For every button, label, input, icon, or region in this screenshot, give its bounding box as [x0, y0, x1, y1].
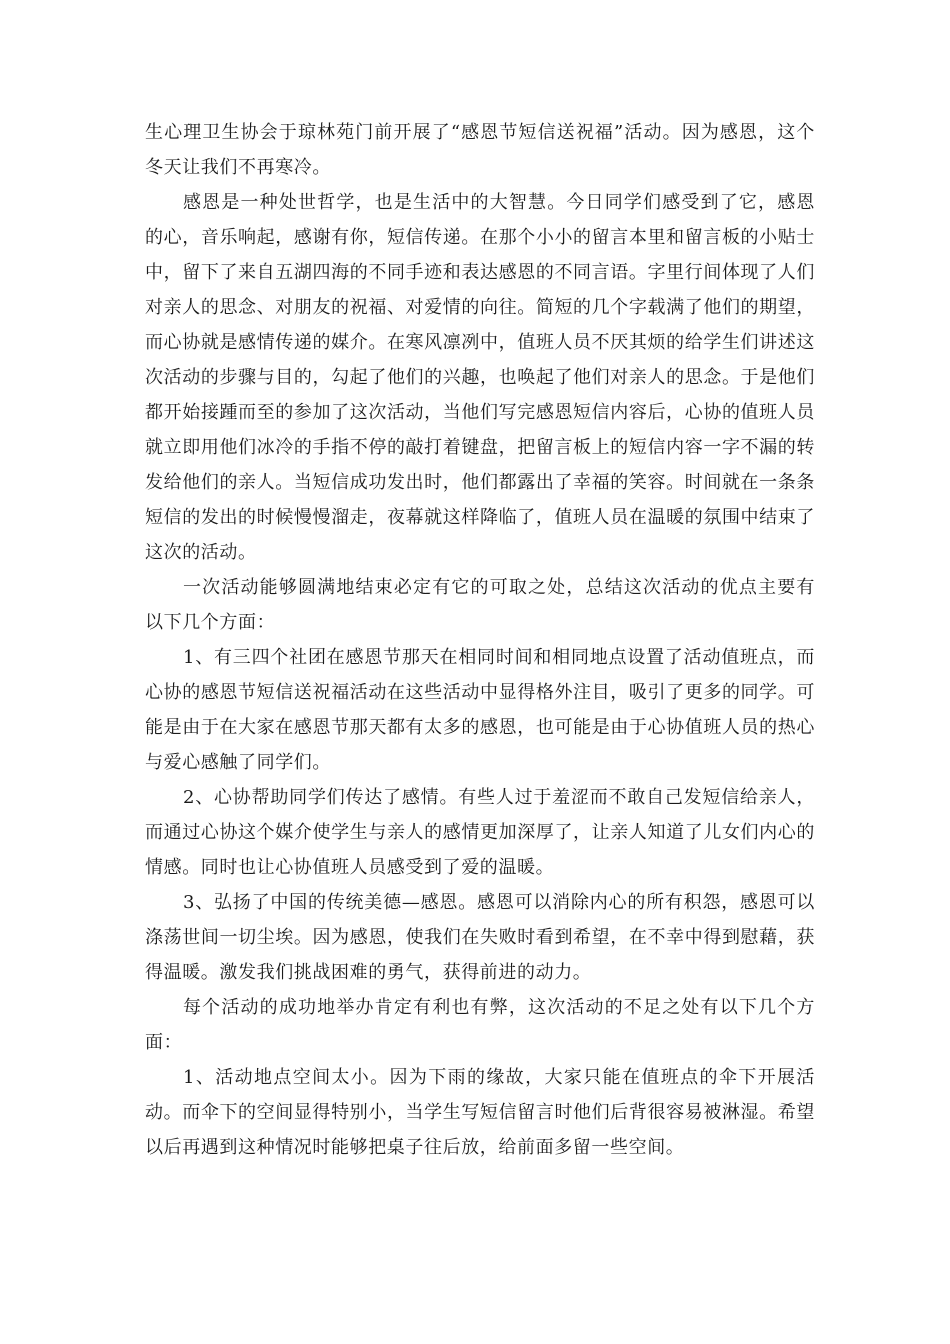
- paragraph-shortcomings-intro: 每个活动的成功地举办肯定有利也有弊，这次活动的不足之处有以下几个方面：: [145, 997, 815, 1053]
- document-body: [145, 115, 815, 1165]
- paragraph-gratitude-philosophy: 感恩是一种处世哲学，也是生活中的大智慧。今日同学们感受到了它，感恩的心，音乐响起，感谢有你，短信传递。在那个小小的留言本里和留言板的小贴士中，留下了来自五湖四海的不同手迹和表达感恩的不同言语。字里行间体现了人们对亲人的思念、对朋友的祝福、对爱情的向往。简短的几个字载满了他们的期望，而心协就是感情传递的媒介。在寒风凛冽中，值班人员不厌其烦的给学生们讲述这次活动的步骤与目的，勾起了他们的兴趣，也唤起了他们对亲人的思念。于是他们都开始接踵而至的参加了这次活动，当他们写完感恩短信内容后，心协的值班人员就立即用他们冰冷的手指不停的敲打着键盘，把留言板上的短信内容一字不漏的转发给他们的亲人。当短信成功发出时，他们都露出了幸福的笑容。时间就在一条条短信的发出的时候慢慢溜走，夜幕就这样降临了，值班人员在温暖的氛围中结束了这次的活动。: [145, 192, 815, 563]
- paragraph-advantage-3: 3、弘扬了中国的传统美德—感恩。感恩可以消除内心的所有积怨，感恩可以涤荡世间一切尘埃。因为感恩，使我们在失败时看到希望，在不幸中得到慰藉，获得温暖。激发我们挑战困难的勇气，获得前进的动力。: [145, 892, 815, 983]
- paragraph-shortcoming-1: 1、活动地点空间太小。因为下雨的缘故，大家只能在值班点的伞下开展活动。而伞下的空间显得特别小，当学生写短信留言时他们后背很容易被淋湿。希望以后再遇到这种情况时能够把桌子往后放，给前面多留一些空间。: [145, 1067, 815, 1158]
- paragraph-advantages-intro: 一次活动能够圆满地结束必定有它的可取之处，总结这次活动的优点主要有以下几个方面：: [145, 577, 815, 633]
- paragraph-continuation: 生心理卫生协会于琼林苑门前开展了“感恩节短信送祝福”活动。因为感恩，这个冬天让我们不再寒冷。: [145, 122, 815, 178]
- paragraph-advantage-1: 1、有三四个社团在感恩节那天在相同时间和相同地点设置了活动值班点，而心协的感恩节短信送祝福活动在这些活动中显得格外注目，吸引了更多的同学。可能是由于在大家在感恩节那天都有太多的感恩，也可能是由于心协值班人员的热心与爱心感触了同学们。: [145, 647, 815, 773]
- paragraph-advantage-2: 2、心协帮助同学们传达了感情。有些人过于羞涩而不敢自己发短信给亲人，而通过心协这个媒介使学生与亲人的感情更加深厚了，让亲人知道了儿女们内心的情感。同时也让心协值班人员感受到了爱的温暖。: [145, 787, 815, 878]
